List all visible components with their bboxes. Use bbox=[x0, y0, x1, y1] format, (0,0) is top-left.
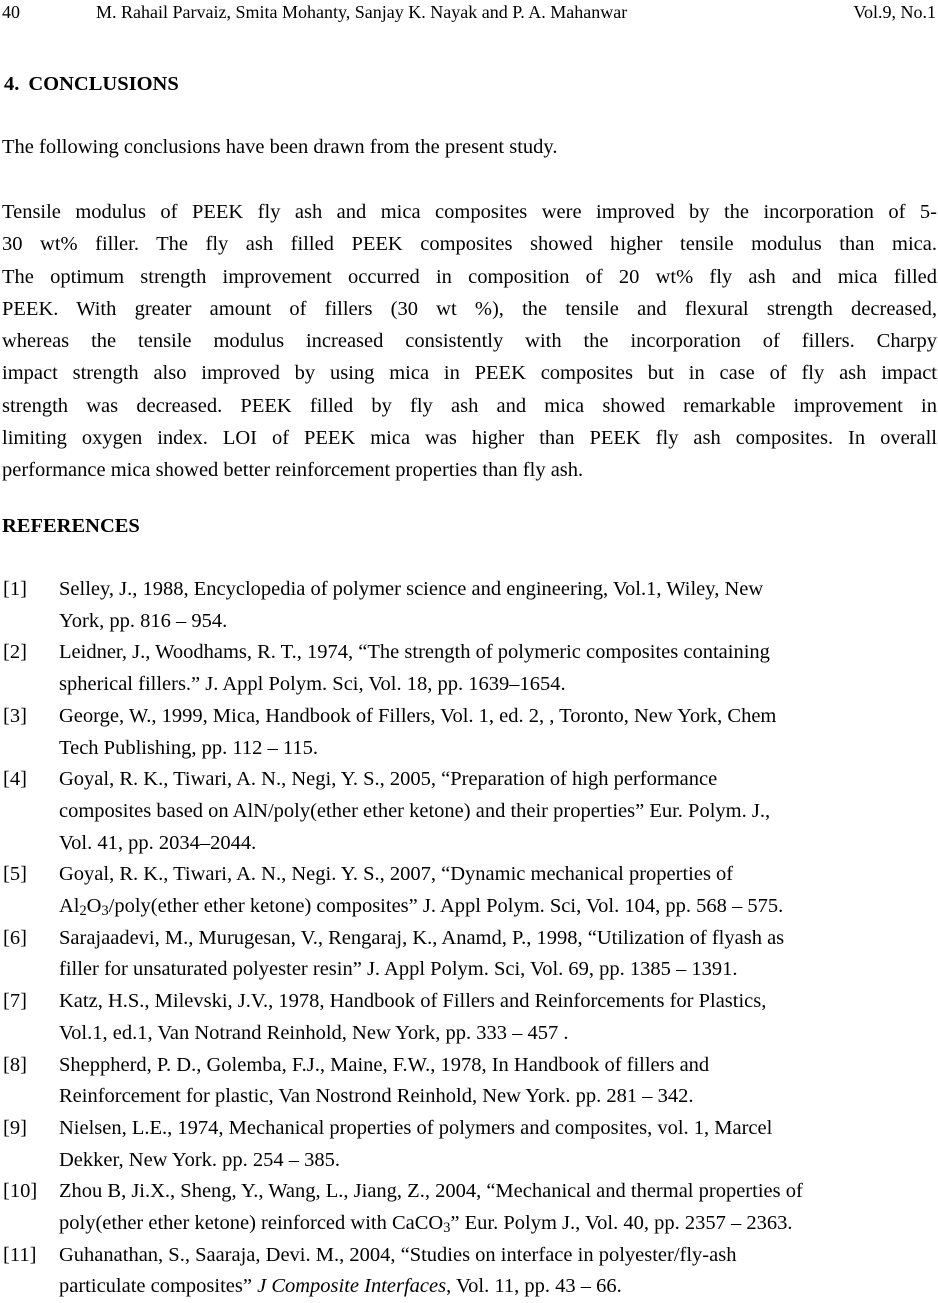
paragraph-line: limiting oxygen index. LOI of PEEK mica was higher than PEEK fly ash composites. In overall bbox=[2, 427, 937, 450]
reference-item bbox=[0, 637, 938, 700]
reference-line: spherical fillers.” J. Appl Polym. Sci, Vol. 18, pp. 1639–1654. bbox=[59, 673, 566, 696]
reference-line: Tech Publishing, pp. 112 – 115. bbox=[59, 736, 318, 759]
paragraph-line: strength was decreased. PEEK filled by fly ash and mica showed remarkable improvement in bbox=[2, 394, 937, 417]
reference-number: [6] bbox=[3, 926, 27, 949]
reference-item bbox=[0, 764, 938, 859]
reference-line: Sheppherd, P. D., Golemba, F.J., Maine, F.W., 1978, In Handbook of fillers and bbox=[59, 1053, 710, 1076]
reference-line: Guhanathan, S., Saaraja, Devi. M., 2004, “Studies on interface in polyester/fly-ash bbox=[59, 1243, 737, 1266]
reference-number: [9] bbox=[3, 1116, 27, 1139]
reference-line bbox=[59, 1208, 938, 1240]
formula-text: O bbox=[86, 895, 102, 918]
reference-text: particulate composites” bbox=[59, 1275, 258, 1298]
conclusions-intro: The following conclusions have been drawn from the present study. bbox=[2, 136, 558, 158]
reference-item bbox=[0, 1176, 938, 1239]
reference-item bbox=[0, 1050, 938, 1113]
reference-line bbox=[59, 891, 938, 923]
reference-line: Sarajaadevi, M., Murugesan, V., Rengaraj, K., Anamd, P., 1998, “Utilization of flyash as bbox=[59, 926, 785, 949]
paragraph-line: Tensile modulus of PEEK fly ash and mica composites were improved by the incorporation of 5- bbox=[2, 201, 937, 223]
conclusions-paragraph bbox=[2, 196, 937, 487]
reference-number: [4] bbox=[3, 768, 27, 791]
reference-item bbox=[0, 923, 938, 986]
reference-text: poly(ether ether ketone) reinforced with CaCO bbox=[59, 1212, 444, 1235]
reference-line: Goyal, R. K., Tiwari, A. N., Negi. Y. S., 2007, “Dynamic mechanical properties of bbox=[59, 863, 734, 886]
reference-line: York, pp. 816 – 954. bbox=[59, 609, 228, 632]
header-volume: Vol.9, No.1 bbox=[853, 2, 936, 22]
reference-number: [10] bbox=[3, 1180, 38, 1203]
paragraph-line: The optimum strength improvement occurred in composition of 20 wt% fly ash and mica filled bbox=[2, 265, 937, 288]
formula-text: Al bbox=[59, 895, 80, 918]
reference-line: composites based on AlN/poly(ether ether ketone) and their properties” Eur. Polym. J., bbox=[59, 799, 771, 822]
subscript: 3 bbox=[101, 902, 109, 919]
reference-line: Goyal, R. K., Tiwari, A. N., Negi, Y. S., 2005, “Preparation of high performance bbox=[59, 768, 718, 791]
paragraph-line: impact strength also improved by using mica in PEEK composites but in case of fly ash impact bbox=[2, 362, 937, 385]
reference-number: [11] bbox=[3, 1243, 37, 1266]
reference-line: Vol. 41, pp. 2034–2044. bbox=[59, 831, 257, 854]
header-authors: M. Rahail Parvaiz, Smita Mohanty, Sanjay K. Nayak and P. A. Mahanwar bbox=[96, 2, 628, 22]
reference-text: /poly(ether ether ketone) composites” J. Appl Polym. Sci, Vol. 104, pp. 568 – 575. bbox=[108, 895, 784, 918]
reference-item bbox=[0, 701, 938, 764]
subscript: 3 bbox=[443, 1219, 451, 1236]
reference-text: ” Eur. Polym J., Vol. 40, pp. 2357 – 2363. bbox=[450, 1212, 793, 1235]
reference-line: Zhou B, Ji.X., Sheng, Y., Wang, L., Jiang, Z., 2004, “Mechanical and thermal properties of bbox=[59, 1180, 803, 1203]
reference-text: , Vol. 11, pp. 43 – 66. bbox=[446, 1275, 622, 1298]
reference-number: [2] bbox=[3, 641, 27, 664]
reference-line bbox=[59, 1271, 938, 1303]
reference-item bbox=[0, 1240, 938, 1303]
reference-line: Vol.1, ed.1, Van Notrand Reinhold, New York, pp. 333 – 457 . bbox=[59, 1021, 569, 1044]
paragraph-line: PEEK. With greater amount of fillers (30 wt %), the tensile and flexural strength decreased, bbox=[2, 297, 937, 320]
reference-number: [7] bbox=[3, 990, 27, 1013]
reference-line: Dekker, New York. pp. 254 – 385. bbox=[59, 1148, 341, 1171]
paragraph-line: whereas the tensile modulus increased consistently with the incorporation of fillers. Charpy bbox=[2, 330, 937, 353]
reference-number: [1] bbox=[3, 578, 27, 600]
reference-line: filler for unsaturated polyester resin” J. Appl Polym. Sci, Vol. 69, pp. 1385 – 1391. bbox=[59, 958, 738, 981]
reference-number: [3] bbox=[3, 704, 27, 727]
reference-item bbox=[0, 574, 938, 637]
reference-line: Nielsen, L.E., 1974, Mechanical properties of polymers and composites, vol. 1, Marcel bbox=[59, 1116, 773, 1139]
reference-number: [8] bbox=[3, 1053, 27, 1076]
section-title: CONCLUSIONS bbox=[28, 73, 179, 95]
conclusions-heading bbox=[4, 70, 179, 98]
references-heading: REFERENCES bbox=[2, 515, 140, 537]
reference-item bbox=[0, 859, 938, 922]
paragraph-line: performance mica showed better reinforcement properties than fly ash. bbox=[2, 459, 584, 482]
reference-number: [5] bbox=[3, 863, 27, 886]
subscript: 2 bbox=[79, 902, 87, 919]
reference-line: George, W., 1999, Mica, Handbook of Fillers, Vol. 1, ed. 2, , Toronto, New York, Chem bbox=[59, 704, 777, 727]
header-page-number: 40 bbox=[2, 2, 20, 22]
reference-line: Selley, J., 1988, Encyclopedia of polymer science and engineering, Vol.1, Wiley, New bbox=[59, 578, 764, 600]
reference-line: Leidner, J., Woodhams, R. T., 1974, “The strength of polymeric composites containing bbox=[59, 641, 770, 664]
paragraph-line: 30 wt% filler. The fly ash filled PEEK composites showed higher tensile modulus than mica. bbox=[2, 233, 937, 256]
reference-line: Reinforcement for plastic, Van Nostrond Reinhold, New York. pp. 281 – 342. bbox=[59, 1085, 694, 1108]
journal-name: J Composite Interfaces bbox=[257, 1275, 447, 1298]
reference-line: Katz, H.S., Milevski, J.V., 1978, Handbook of Fillers and Reinforcements for Plastics, bbox=[59, 990, 767, 1013]
reference-item bbox=[0, 986, 938, 1049]
reference-list bbox=[0, 574, 938, 1303]
running-header bbox=[0, 0, 938, 24]
reference-item bbox=[0, 1113, 938, 1176]
section-number: 4. bbox=[4, 73, 20, 95]
